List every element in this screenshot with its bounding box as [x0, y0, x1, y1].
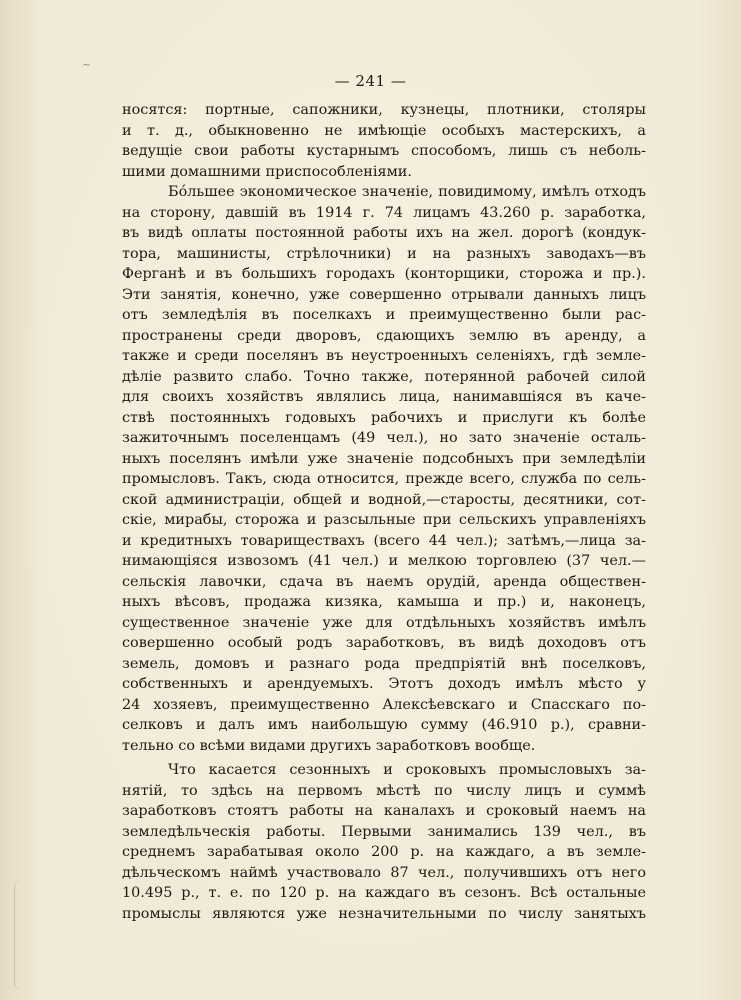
text-line: тельно со всѣми видами другихъ заработковъ вообще. [122, 737, 536, 754]
body-text [122, 100, 646, 924]
text-line: существенное значеніе уже для отдѣльныхъ хозяйствъ имѣлъ [122, 614, 646, 631]
text-line: скіе, мирабы, сторожа и разсыльные при сельскихъ управленіяхъ [122, 512, 646, 528]
text-line: ской администраціи, общей и водной,—старосты, десятники, сот- [122, 491, 646, 508]
text-line: Что касается сезонныхъ и сроковыхъ промысловыхъ за- [168, 762, 646, 778]
text-line: Бóльшее экономическое значеніе, повидимому, имѣлъ отходъ [168, 184, 646, 200]
paragraph [122, 100, 646, 182]
text-line: Ферганѣ и въ большихъ городахъ (конторщики, сторожа и пр.). [122, 266, 646, 282]
text-line: земледѣльческія работы. Первыми занимались 139 чел., въ [122, 823, 646, 840]
text-line: сельскія лавочки, сдача въ наемъ орудій, аренда обществен- [122, 573, 646, 590]
text-line: промысловъ. Такъ, сюда относится, прежде всего, служба по сель- [122, 471, 646, 487]
text-line: 24 хозяевъ, преимущественно Алексѣевскаго и Спасскаго по- [122, 696, 646, 713]
text-line: пространены среди дворовъ, сдающихъ землю въ аренду, а [122, 327, 646, 344]
text-line: земель, домовъ и разнаго рода предпріятій внѣ поселковъ, [122, 655, 646, 672]
scan-speck: ~ [82, 58, 92, 71]
text-line: дѣльческомъ наймѣ участвовало 87 чел., получившихъ отъ него [122, 864, 646, 881]
text-line: заработковъ стоятъ работы на каналахъ и сроковый наемъ на [122, 803, 646, 819]
paragraph [122, 182, 646, 756]
text-line: нимающіяся извозомъ (41 чел.) и мелкою торговлею (37 чел.— [122, 553, 646, 569]
text-line: носятся: портные, сапожники, кузнецы, плотники, столяры [122, 102, 646, 118]
text-line: ныхъ поселянъ имѣли уже значеніе подсобныхъ при земледѣліи [122, 450, 646, 467]
text-line: также и среди поселянъ въ неустроенныхъ селеніяхъ, гдѣ земле- [122, 348, 646, 364]
edge-stain [14, 880, 33, 990]
text-line: и кредитныхъ товариществахъ (всего 44 чел.); затѣмъ,—лица за- [122, 532, 646, 549]
text-line: промыслы являются уже незначительными по числу занятыхъ [122, 905, 646, 922]
text-line: въ видѣ оплаты постоянной работы ихъ на жел. дорогѣ (кондук- [122, 225, 646, 241]
text-line: шими домашними приспособленіями. [122, 163, 412, 180]
text-line: ствѣ постоянныхъ годовыхъ рабочихъ и прислуги къ болѣе [122, 409, 646, 426]
paragraph [122, 760, 646, 924]
text-line: для своихъ хозяйствъ являлись лица, нанимавшіяся въ каче- [122, 389, 646, 405]
text-line: ныхъ вѣсовъ, продажа кизяка, камыша и пр.) и, наконецъ, [122, 594, 646, 610]
text-line: ведущіе свои работы кустарнымъ способомъ, лишь съ неболь- [122, 143, 646, 159]
text-line: Эти занятія, конечно, уже совершенно отрывали данныхъ лицъ [122, 286, 646, 303]
text-line: совершенно особый родъ заработковъ, въ видѣ доходовъ отъ [122, 635, 646, 651]
text-line: среднемъ зарабатывая около 200 р. на каждаго, а въ земле- [122, 844, 646, 860]
text-line: и т. д., обыкновенно не имѣющіе особыхъ мастерскихъ, а [122, 122, 646, 139]
text-line: на сторону, давшій въ 1914 г. 74 лицамъ 43.260 р. заработка, [122, 204, 646, 221]
text-line: дѣліе развито слабо. Точно также, потерянной рабочей силой [122, 368, 646, 385]
text-line: зажиточнымъ поселенцамъ (49 чел.), но зато значеніе осталь- [122, 430, 646, 446]
page-number: — 241 — [334, 72, 407, 90]
text-line: собственныхъ и арендуемыхъ. Этотъ доходъ имѣлъ мѣсто у [122, 676, 646, 692]
text-line: тора, машинисты, стрѣлочники) и на разныхъ заводахъ—въ [122, 245, 646, 262]
text-line: 10.495 р., т. е. по 120 р. на каждаго въ сезонъ. Всѣ остальные [122, 885, 646, 901]
text-line: селковъ и далъ имъ наибольшую сумму (46.910 р.), сравни- [122, 717, 646, 733]
text-line: отъ земледѣлія въ поселкахъ и преимущественно были рас- [122, 307, 646, 323]
text-line: нятій, то здѣсь на первомъ мѣстѣ по числу лицъ и суммѣ [122, 782, 646, 799]
